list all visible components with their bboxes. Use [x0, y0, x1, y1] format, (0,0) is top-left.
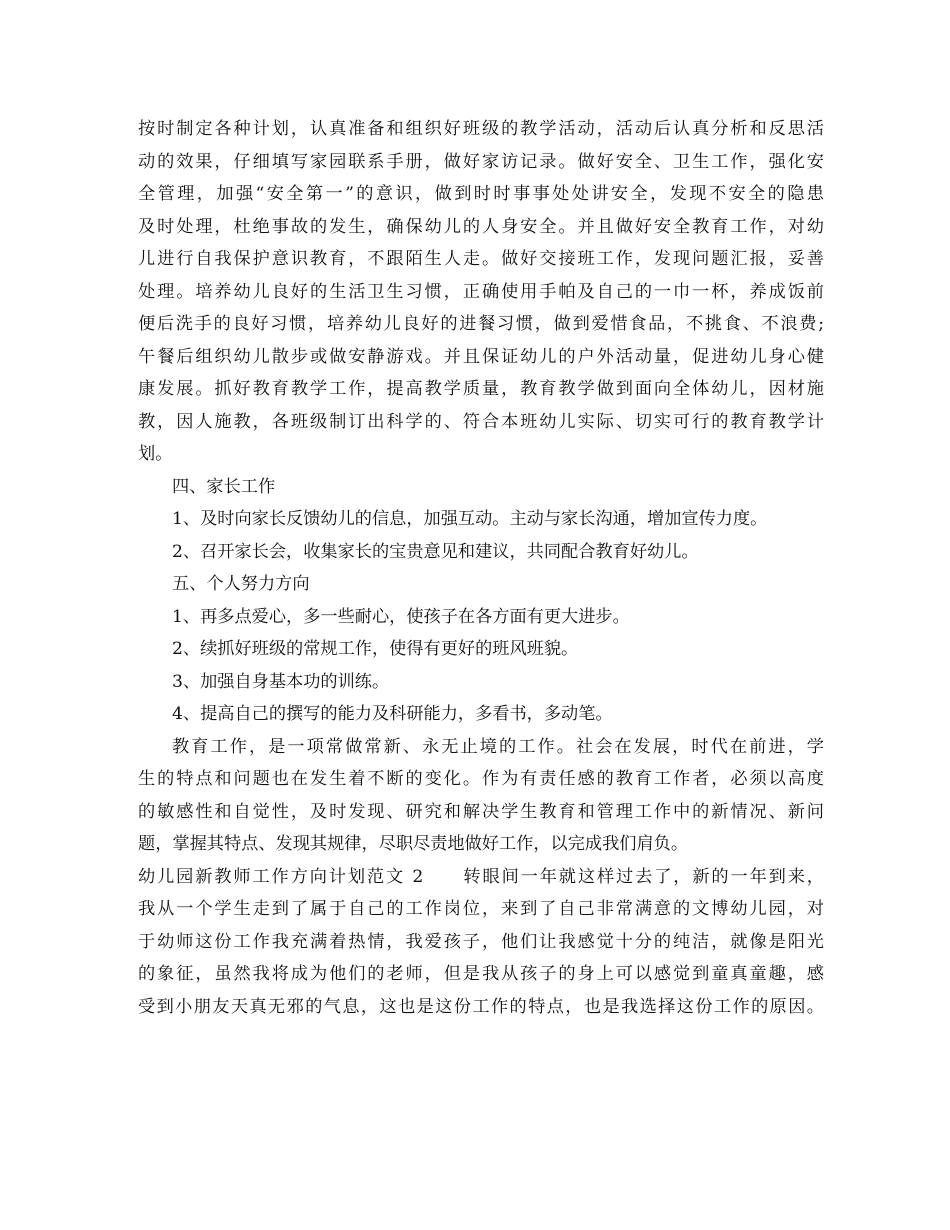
body-text-line: 按时制定各种计划，认真准备和组织好班级的教学活动，活动后认真分析和反思活: [138, 119, 824, 139]
article-title-line: 幼儿园新教师工作方向计划范文 2 转眼间一年就这样过去了，新的一年到来，: [138, 866, 824, 887]
body-text-line: 教，因人施教，各班级制订出科学的、符合本班幼儿实际、切实可行的教育教学计: [138, 411, 824, 432]
section-heading-parent-work: 四、家长工作: [172, 476, 276, 497]
body-text-line: 处理。培养幼儿良好的生活卫生习惯，正确使用手帕及自己的一巾一杯，养成饭前: [138, 281, 824, 302]
body-text-line: 于幼师这份工作我充满着热情，我爱孩子，他们让我感觉十分的纯洁，就像是阳光: [138, 931, 824, 952]
body-text-line: 我从一个学生走到了属于自己的工作岗位，来到了自己非常满意的文博幼儿园，对: [138, 899, 824, 919]
body-text-line: 的象征，虽然我将成为他们的老师，但是我从孩子的身上可以感觉到童真童趣，感: [138, 964, 824, 984]
list-item: 3、加强自身基本功的训练。: [172, 671, 390, 692]
list-item: 1、及时向家长反馈幼儿的信息，加强互动。主动与家长沟通，增加宣传力度。: [172, 509, 768, 529]
document-page: [138, 113, 824, 1023]
body-text-line: 教育工作，是一项常做常新、永无止境的工作。社会在发展，时代在前进，学: [172, 736, 824, 757]
body-text-line: 划。: [138, 444, 173, 464]
list-item: 4、提高自己的撰写的能力及科研能力，多看书，多动笔。: [172, 704, 613, 724]
section-heading-personal-direction: 五、个人努力方向: [172, 574, 310, 594]
body-text-line: 儿进行自我保护意识教育，不跟陌生人走。做好交接班工作，发现问题汇报，妥善: [138, 249, 824, 269]
list-item: 1、再多点爱心，多一些耐心，使孩子在各方面有更大进步。: [172, 606, 630, 627]
list-item: 2、续抓好班级的常规工作，使得有更好的班风班貌。: [172, 639, 579, 659]
body-text-line: 的敏感性和自觉性，及时发现、研究和解决学生教育和管理工作中的新情况、新问: [138, 801, 824, 822]
body-text-line: 生的特点和问题也在发生着不断的变化。作为有责任感的教育工作者，必须以高度: [138, 769, 824, 789]
body-text-line: 便后洗手的良好习惯，培养幼儿良好的进餐习惯，做到爱惜食品，不挑食、不浪费;: [138, 314, 824, 334]
body-text-line: 动的效果，仔细填写家园联系手册，做好家访记录。做好安全、卫生工作，强化安: [138, 151, 824, 172]
body-text-line: 康发展。抓好教育教学工作，提高教学质量，教育教学做到面向全体幼儿，因材施: [138, 379, 824, 399]
list-item: 2、召开家长会，收集家长的宝贵意见和建议，共同配合教育好幼儿。: [172, 541, 699, 562]
body-text-line: 题，掌握其特点、发现其规律，尽职尽责地做好工作，以完成我们肩负。: [138, 834, 689, 854]
body-text-line: 受到小朋友天真无邪的气息，这也是这份工作的特点，也是我选择这份工作的原因。: [138, 996, 824, 1017]
body-text-line: 午餐后组织幼儿散步或做安静游戏。并且保证幼儿的户外活动量，促进幼儿身心健: [138, 346, 824, 367]
body-text-line: 全管理，加强“安全第一”的意识，做到时时事事处处讲安全，发现不安全的隐患: [138, 184, 824, 204]
body-text-line: 及时处理，杜绝事故的发生，确保幼儿的人身安全。并且做好安全教育工作，对幼: [138, 216, 824, 237]
